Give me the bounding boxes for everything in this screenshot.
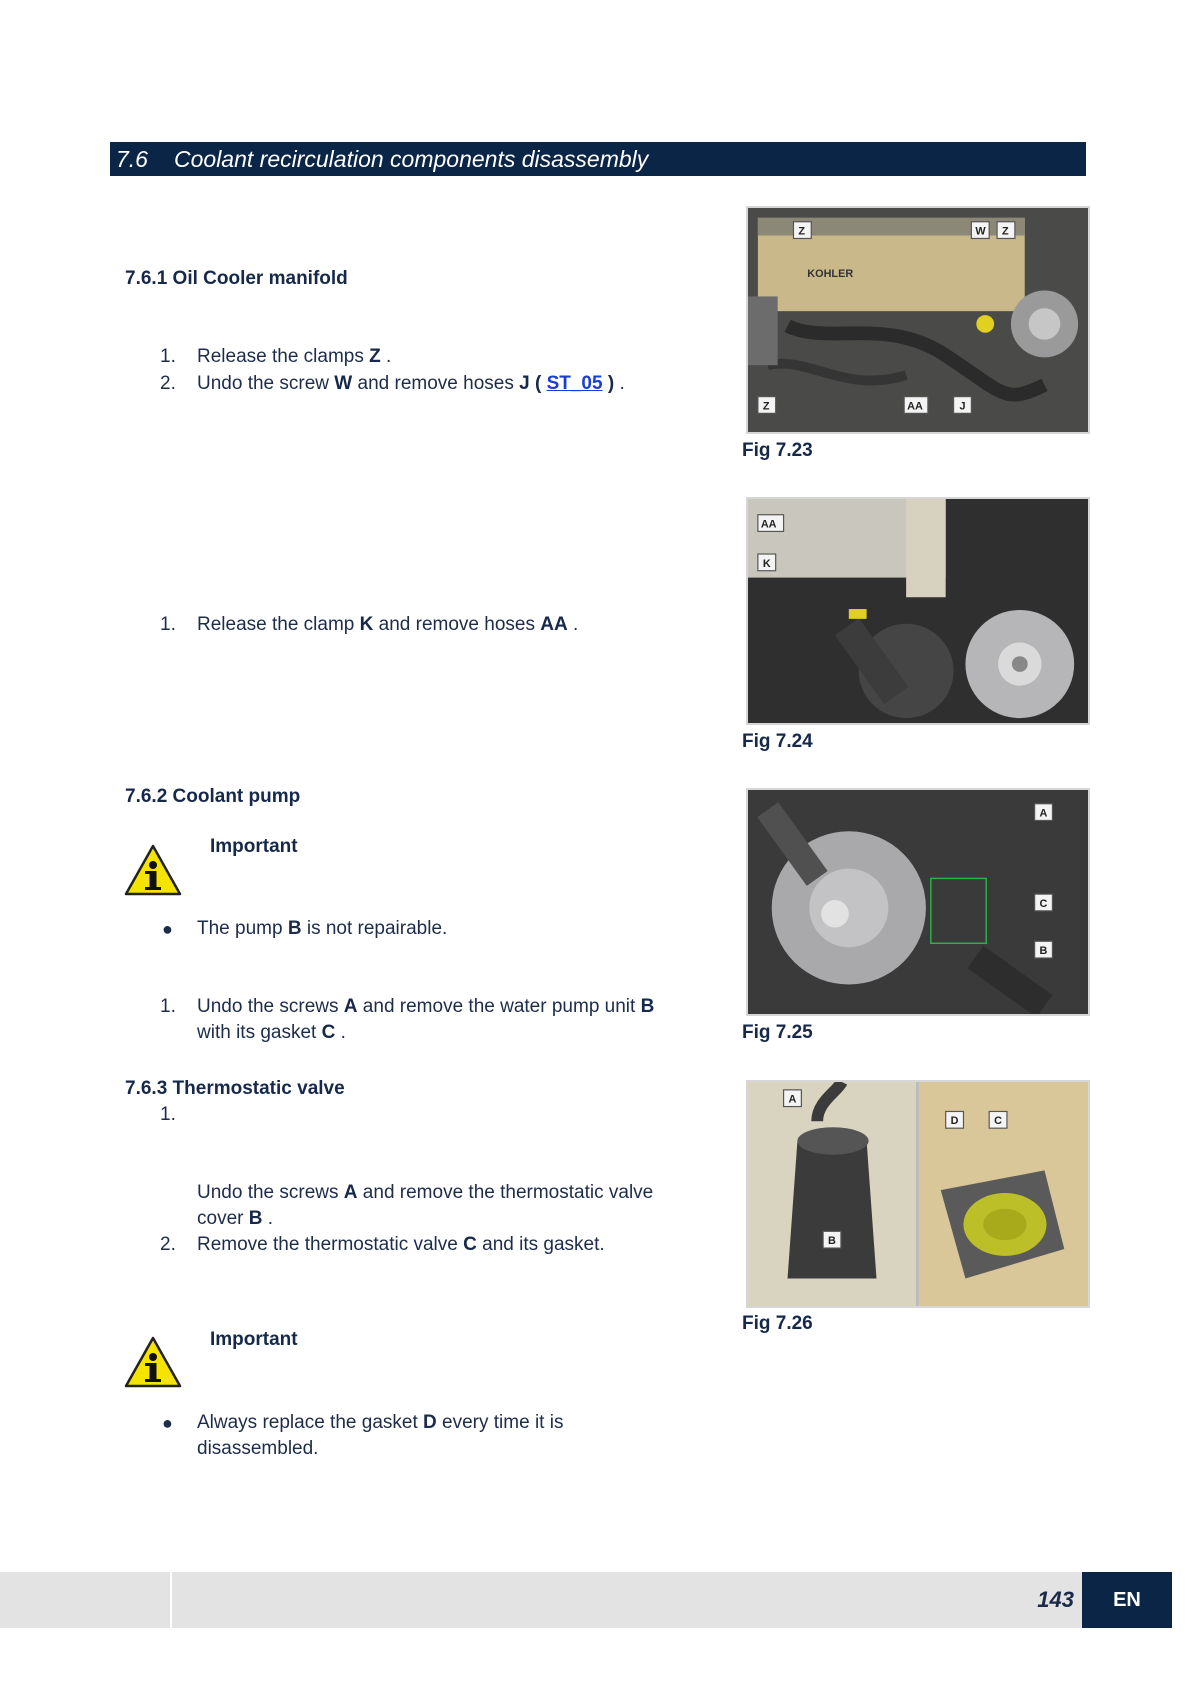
bullet-text: Always replace the gasket D every time it is disassembled. bbox=[197, 1412, 564, 1459]
step-number: 1. bbox=[160, 996, 176, 1017]
section-number: 7.6 bbox=[116, 146, 148, 172]
svg-text:B: B bbox=[1039, 945, 1048, 958]
footer-divider bbox=[170, 1572, 172, 1628]
svg-text:W: W bbox=[975, 225, 986, 238]
important-title-pump: Important bbox=[210, 836, 298, 857]
figure-caption: Fig 7.26 bbox=[742, 1313, 813, 1334]
step-number: 2. bbox=[160, 1234, 176, 1255]
svg-text:C: C bbox=[994, 1115, 1002, 1128]
bullet-dot-icon: ● bbox=[162, 1413, 173, 1433]
svg-text:B: B bbox=[828, 1235, 836, 1248]
step-text: Undo the screws A and remove the thermostatic valve cover B . bbox=[197, 1182, 654, 1229]
important-title-gasket: Important bbox=[210, 1329, 298, 1350]
svg-text:C: C bbox=[1039, 897, 1048, 910]
step-text: Release the clamp K and remove hoses AA . bbox=[197, 614, 579, 635]
bullet-dot-icon: ● bbox=[162, 919, 173, 939]
svg-text:AA: AA bbox=[760, 518, 777, 531]
subsection-heading-coolant-pump: 7.6.2 Coolant pump bbox=[125, 786, 301, 807]
bullet-text: The pump B is not repairable. bbox=[197, 918, 448, 939]
step-number: 1. bbox=[160, 614, 176, 635]
figure-7-26-image bbox=[746, 1080, 1090, 1308]
svg-text:Z: Z bbox=[1002, 225, 1009, 238]
svg-text:A: A bbox=[1039, 807, 1048, 820]
svg-text:A: A bbox=[788, 1093, 797, 1106]
step-number: 1. bbox=[160, 1104, 176, 1125]
section-title: Coolant recirculation components disassembly bbox=[174, 146, 649, 172]
figure-7-25-image bbox=[746, 788, 1090, 1016]
svg-text:J: J bbox=[959, 400, 966, 413]
step-text: Undo the screws A and remove the water pump unit B with its gasket C . bbox=[197, 996, 655, 1043]
page-number: 143 bbox=[1037, 1587, 1074, 1612]
svg-text:AA: AA bbox=[907, 400, 923, 413]
figure-7-23-image bbox=[746, 206, 1090, 434]
warning-icon bbox=[124, 1336, 182, 1388]
figure-caption: Fig 7.24 bbox=[742, 731, 813, 752]
step-text: Release the clamps Z . bbox=[197, 346, 392, 367]
engine-brand-text: KOHLER bbox=[807, 267, 854, 280]
svg-text:K: K bbox=[762, 557, 771, 570]
section-header-bar bbox=[110, 142, 1086, 176]
step-number: 1. bbox=[160, 346, 176, 367]
figure-caption: Fig 7.25 bbox=[742, 1022, 813, 1043]
step-text: Remove the thermostatic valve C and its gasket. bbox=[197, 1234, 605, 1255]
figure-7-24-image bbox=[746, 497, 1090, 725]
figure-caption: Fig 7.23 bbox=[742, 440, 813, 461]
svg-text:Z: Z bbox=[762, 400, 770, 413]
st05-reference-link[interactable]: ST_05 bbox=[546, 373, 603, 394]
step-number: 2. bbox=[160, 373, 176, 394]
subsection-heading-oil-cooler: 7.6.1 Oil Cooler manifold bbox=[125, 268, 348, 289]
language-indicator: EN bbox=[1082, 1572, 1172, 1628]
footer-band bbox=[0, 1572, 1082, 1628]
step-text: Undo the screw W and remove hoses J ( ST_05 ) . bbox=[197, 373, 625, 394]
subsection-heading-thermostatic-valve: 7.6.3 Thermostatic valve bbox=[125, 1078, 345, 1099]
svg-text:D: D bbox=[950, 1115, 959, 1128]
warning-icon bbox=[124, 844, 182, 896]
svg-text:Z: Z bbox=[798, 225, 806, 238]
